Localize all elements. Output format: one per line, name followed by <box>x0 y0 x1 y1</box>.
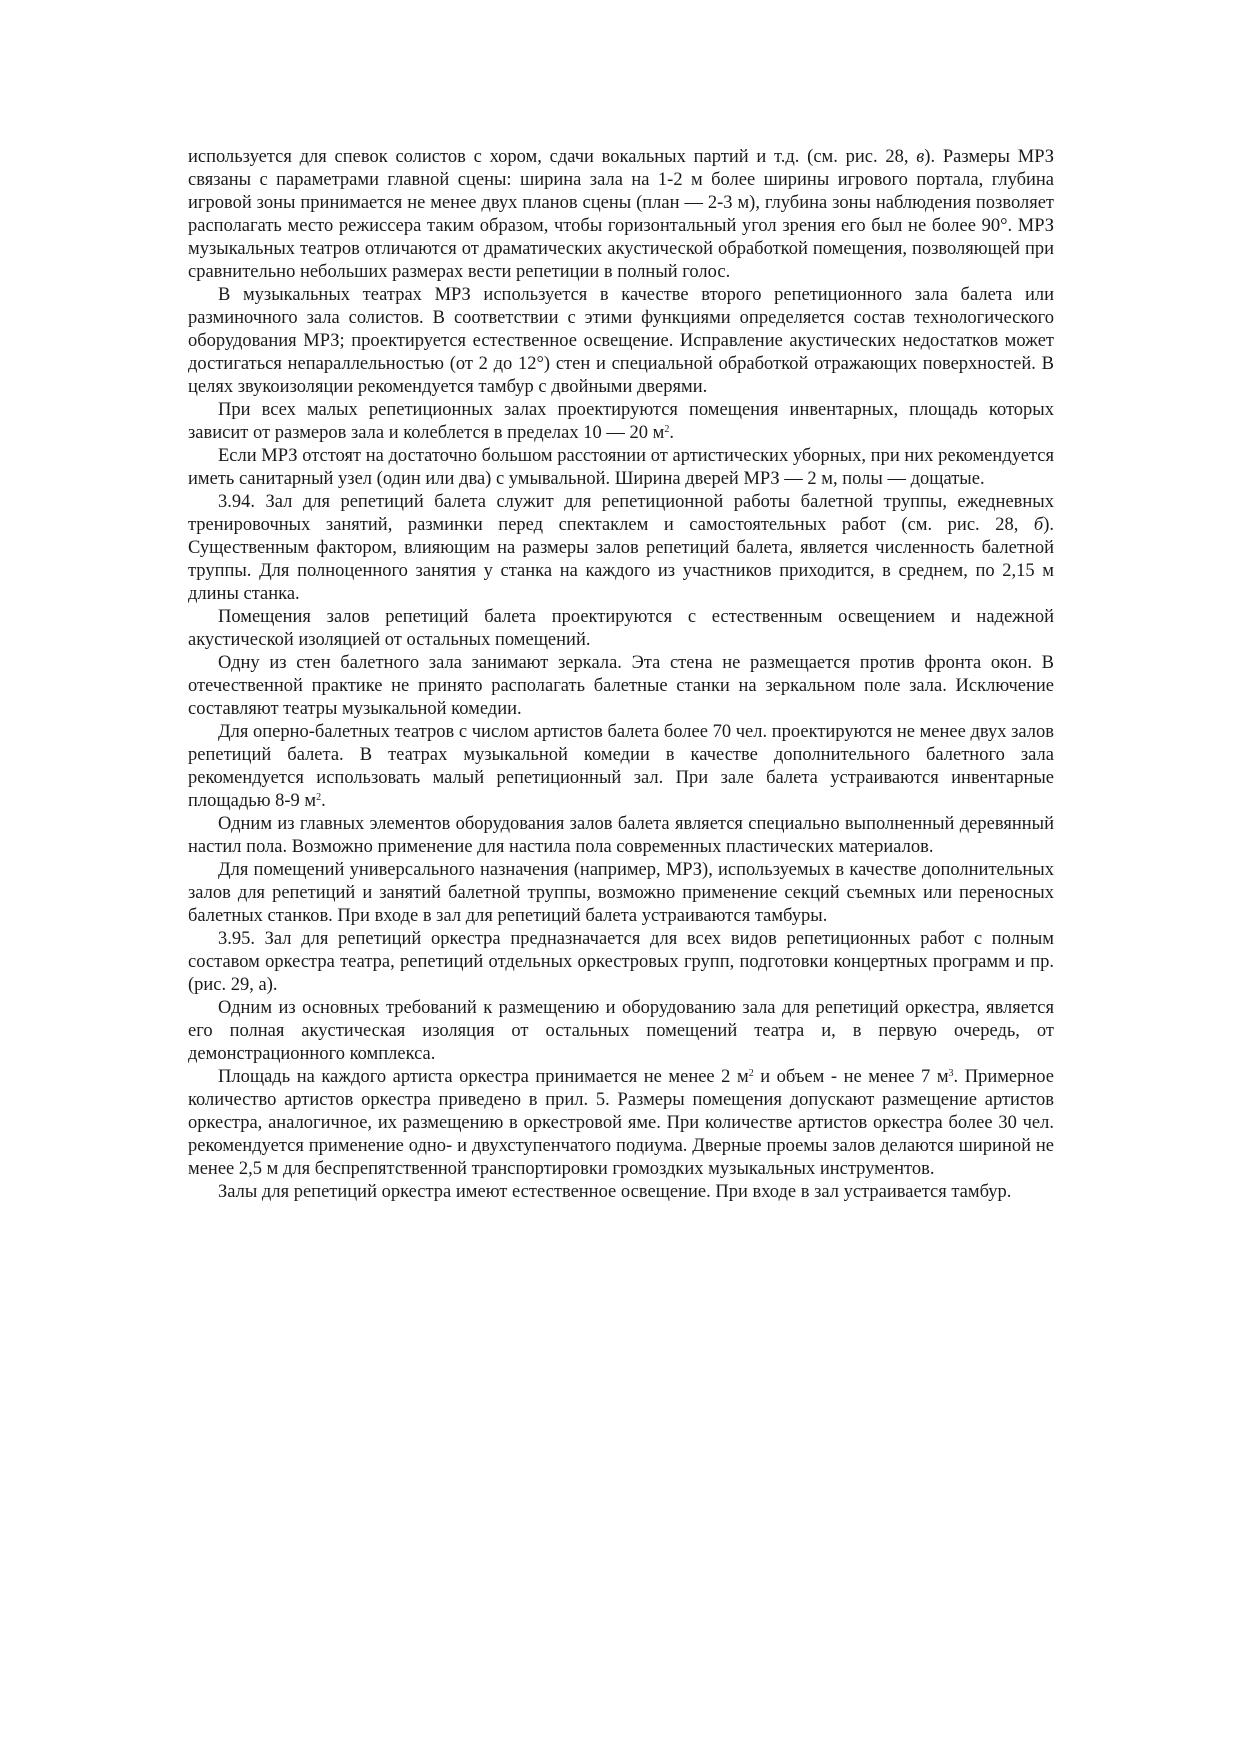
figure-ref-letter: б <box>1033 515 1044 535</box>
paragraph-orchestra-lighting: Залы для репетиций оркестра имеют естественное освещение. При входе в зал устраивается тамбур. <box>218 1182 1012 1202</box>
paragraph-3-94-ballet-hall: 3.94. Зал для репетиций балета служит для репетиционной работы балетной труппы, ежедневных тренировочных занятий, разминки перед спектаклем и самостоятельных работ (см. рис. 28, б). Существенным фактором, влияющим на размеры залов репетиций балета, является численность балетной труппы. Для полноценного занятия у станка на каждого из участников приходится, в среднем, по 2,15 м длины станка. <box>188 492 1054 604</box>
paragraph-orchestra-area: Площадь на каждого артиста оркестра принимается не менее 2 $м^2$ и объем - не менее 7 $м^3$. Примерное количество артистов оркестра приведено в прил. 5. Размеры помещения допускают размещение артистов оркестра, аналогичное, их размещению в оркестровой яме. При количестве артистов оркестра более 30 чел. рекомендуется применение одно- и двухступенчатого подиума. Дверные проемы залов делаются шириной не менее 2,5 м для беспрепятственной транспортировки громоздких музыкальных инструментов. <box>188 1067 1054 1179</box>
figure-ref-letter: в <box>916 147 925 167</box>
paragraph-mrz-rehearsal: используется для спевок солистов с хором, сдачи вокальных партий и т.д. (см. рис. 28, в). Размеры МРЗ связаны с параметрами главной сцены: ширина зала на 1-2 м более ширины игрового портала, глубина игровой зоны принимается не менее двух планов сцены (план — 2-3 м), глубина зоны наблюдения позволяет располагать место режиссера таким образом, чтобы горизонтальный угол зрения его был не более 90°. МРЗ музыкальных театров отличаются от драматических акустической обработкой помещения, позволяющей при сравнительно небольших размерах вести репетиции в полный голос. <box>188 147 1054 282</box>
paragraph-inventory-rooms: При всех малых репетиционных залах проектируются помещения инвентарных, площадь которых зависит от размеров зала и колеблется в пределах 10 — 20 $м^2$. <box>188 400 1054 443</box>
paragraph-musical-theatres: В музыкальных театрах МРЗ используется в качестве второго репетиционного зала балета или разминочного зала солистов. В соответствии с этими функциями определяется состав технологического оборудования МРЗ; проектируется естественное освещение. Исправление акустических недостатков может достигаться непараллельностью (от 2 до 12°) стен и специальной обработкой отражающих поверхностей. В целях звукоизоляции рекомендуется тамбур с двойными дверями. <box>188 285 1054 397</box>
paragraph-universal-rooms: Для помещений универсального назначения (например, МРЗ), используемых в качестве дополнительных залов для репетиций и занятий балетной труппы, возможно применение секций съемных или переносных балетных станков. При входе в зал для репетиций балета устраиваются тамбуры. <box>188 860 1054 926</box>
paragraph-mirrors: Одну из стен балетного зала занимают зеркала. Эта стена не размещается против фронта окон. В отечественной практике не принято располагать балетные станки на зеркальном поле зала. Исключение составляют театры музыкальной комедии. <box>188 653 1054 719</box>
paragraph-sanitary: Если МРЗ отстоят на достаточно большом расстоянии от артистических уборных, при них рекомендуется иметь санитарный узел (один или два) с умывальной. Ширина дверей МРЗ — 2 м, полы — дощатые. <box>188 446 1054 489</box>
paragraph-3-95-orchestra-hall: 3.95. Зал для репетиций оркестра предназначается для всех видов репетиционных работ с полным составом оркестра театра, репетиций отдельных оркестровых групп, подготовки концертных программ и пр. (рис. 29, а). <box>188 929 1054 995</box>
paragraph-opera-ballet: Для оперно-балетных театров с числом артистов балета более 70 чел. проектируются не менее двух залов репетиций балета. В театрах музыкальной комедии в качестве дополнительного балетного зала рекомендуется использовать малый репетиционный зал. При зале балета устраиваются инвентарные площадью 8-9 $м^2$. <box>188 722 1054 811</box>
paragraph-ballet-lighting: Помещения залов репетиций балета проектируются с естественным освещением и надежной акустической изоляцией от остальных помещений. <box>188 607 1054 650</box>
paragraph-floor: Одним из главных элементов оборудования залов балета является специально выполненный деревянный настил пола. Возможно применение для настила пола современных пластических материалов. <box>188 814 1054 857</box>
paragraph-acoustic-isolation: Одним из основных требований к размещению и оборудованию зала для репетиций оркестра, является его полная акустическая изоляция от остальных помещений театра и, в первую очередь, от демонстрационного комплекса. <box>188 998 1054 1064</box>
document-page <box>188 146 1054 1204</box>
